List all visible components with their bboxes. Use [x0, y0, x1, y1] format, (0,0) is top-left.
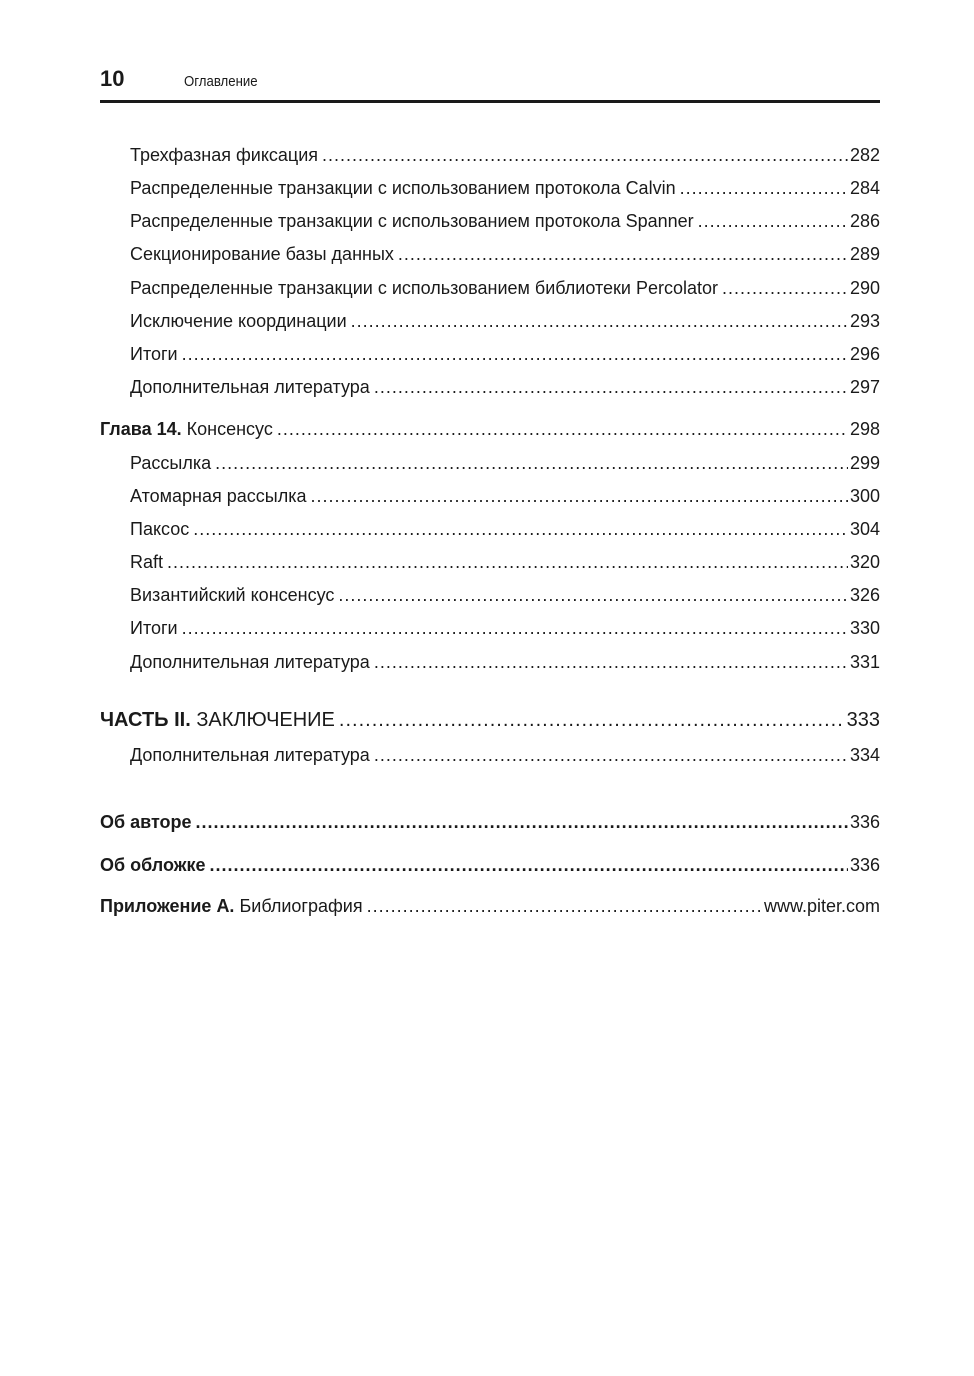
toc-entry-page: 330 — [849, 618, 880, 638]
toc-entry-page: 297 — [849, 377, 880, 397]
toc-chapter-title — [100, 417, 273, 441]
toc-entry[interactable] — [130, 743, 880, 767]
dot-leader — [398, 242, 848, 266]
appendix-prefix: Приложение А. — [100, 896, 235, 916]
dot-leader — [698, 209, 848, 233]
toc-entry-page: 296 — [849, 344, 880, 364]
toc-entry[interactable] — [130, 484, 880, 508]
toc-chapter[interactable] — [100, 417, 880, 441]
toc-entry-page: 293 — [849, 311, 880, 331]
dot-leader — [193, 517, 848, 541]
toc-entry-title: Паксос — [130, 519, 190, 539]
dot-leader — [374, 743, 848, 767]
running-title: Оглавление — [184, 73, 258, 90]
toc-entry-title: Атомарная рассылка — [130, 486, 307, 506]
page-number: 10 — [100, 66, 125, 91]
toc-entry-about-author[interactable] — [100, 810, 880, 834]
toc-entry[interactable] — [130, 276, 880, 300]
toc-entry[interactable] — [130, 517, 880, 541]
toc-entry-page: 286 — [849, 211, 880, 231]
toc-entry-title — [100, 810, 192, 834]
chapter-prefix: Глава 14. — [100, 419, 182, 439]
toc-part-title — [100, 707, 335, 733]
toc-entry-title — [100, 853, 206, 877]
dot-leader — [722, 276, 848, 300]
about-author-label: Об авторе — [100, 812, 192, 832]
toc-part[interactable] — [100, 707, 880, 733]
dot-leader — [351, 309, 848, 333]
toc-entry-title: Итоги — [130, 344, 178, 364]
toc-entry-title: Распределенные транзакции с использованием библиотеки Percolator — [130, 278, 718, 298]
toc-entry[interactable] — [130, 209, 880, 233]
dot-leader — [374, 650, 848, 674]
toc-entry-page: 290 — [849, 278, 880, 298]
toc-entry-page: 331 — [849, 652, 880, 672]
toc-appendix-title — [100, 894, 363, 918]
dot-leader — [210, 853, 848, 877]
dot-leader — [339, 707, 845, 733]
dot-leader — [338, 583, 848, 607]
toc-entry-link[interactable]: www.piter.com — [763, 896, 880, 916]
toc-entry[interactable] — [130, 616, 880, 640]
chapter-name: Консенсус — [186, 419, 273, 439]
toc-entry-title: Дополнительная литература — [130, 377, 370, 397]
toc-entry-page: 284 — [849, 178, 880, 198]
toc-entry[interactable] — [130, 451, 880, 475]
toc-entry[interactable] — [130, 176, 880, 200]
toc-appendix[interactable] — [100, 894, 880, 918]
toc-entry-page: 304 — [849, 519, 880, 539]
toc-entry-page: 336 — [849, 855, 880, 875]
dot-leader — [215, 451, 848, 475]
toc-entry-about-cover[interactable] — [100, 853, 880, 877]
toc-entry[interactable] — [130, 550, 880, 574]
part-name: ЗАКЛЮЧЕНИЕ — [196, 709, 335, 731]
toc-entry-page: 336 — [849, 812, 880, 832]
dot-leader — [311, 484, 848, 508]
toc-entry-title: Трехфазная фиксация — [130, 145, 319, 165]
toc-entry-title: Секционирование базы данных — [130, 244, 394, 264]
toc-entry-title: Распределенные транзакции с использованием протокола Spanner — [130, 211, 694, 231]
toc-entry-page: 299 — [849, 453, 880, 473]
toc-entry-title: Византийский консенсус — [130, 585, 335, 605]
dot-leader — [182, 342, 848, 366]
toc-entry-page: 320 — [849, 552, 880, 572]
toc-entry[interactable] — [130, 309, 880, 333]
toc-entry-page: 282 — [849, 145, 880, 165]
dot-leader — [374, 375, 848, 399]
toc-entry-title: Распределенные транзакции с использованием протокола Calvin — [130, 178, 676, 198]
toc-entry-page: 289 — [849, 244, 880, 264]
dot-leader — [167, 550, 848, 574]
toc-entry[interactable] — [130, 375, 880, 399]
toc-entry-title: Raft — [130, 552, 164, 572]
part-prefix: ЧАСТЬ II. — [100, 709, 191, 731]
dot-leader — [277, 417, 848, 441]
toc-entry-title: Итоги — [130, 618, 178, 638]
dot-leader — [367, 894, 762, 918]
dot-leader — [196, 810, 848, 834]
toc-entry-page: 334 — [849, 745, 880, 765]
toc-entry[interactable] — [130, 242, 880, 266]
dot-leader — [182, 616, 848, 640]
about-cover-label: Об обложке — [100, 855, 206, 875]
toc-entry-page: 298 — [849, 419, 880, 439]
toc-entry-title: Исключение координации — [130, 311, 347, 331]
toc-entry-title: Дополнительная литература — [130, 652, 370, 672]
toc-entry-page: 333 — [846, 709, 880, 731]
page-header — [100, 62, 880, 103]
dot-leader — [322, 143, 848, 167]
toc-entry[interactable] — [130, 583, 880, 607]
toc-entry[interactable] — [130, 143, 880, 167]
toc-entry-title: Дополнительная литература — [130, 745, 370, 765]
toc-entry-title: Рассылка — [130, 453, 212, 473]
toc-entry-page: 300 — [849, 486, 880, 506]
appendix-name: Библиография — [239, 896, 363, 916]
dot-leader — [680, 176, 848, 200]
toc-entry[interactable] — [130, 650, 880, 674]
toc-entry-page: 326 — [849, 585, 880, 605]
toc-entry[interactable] — [130, 342, 880, 366]
